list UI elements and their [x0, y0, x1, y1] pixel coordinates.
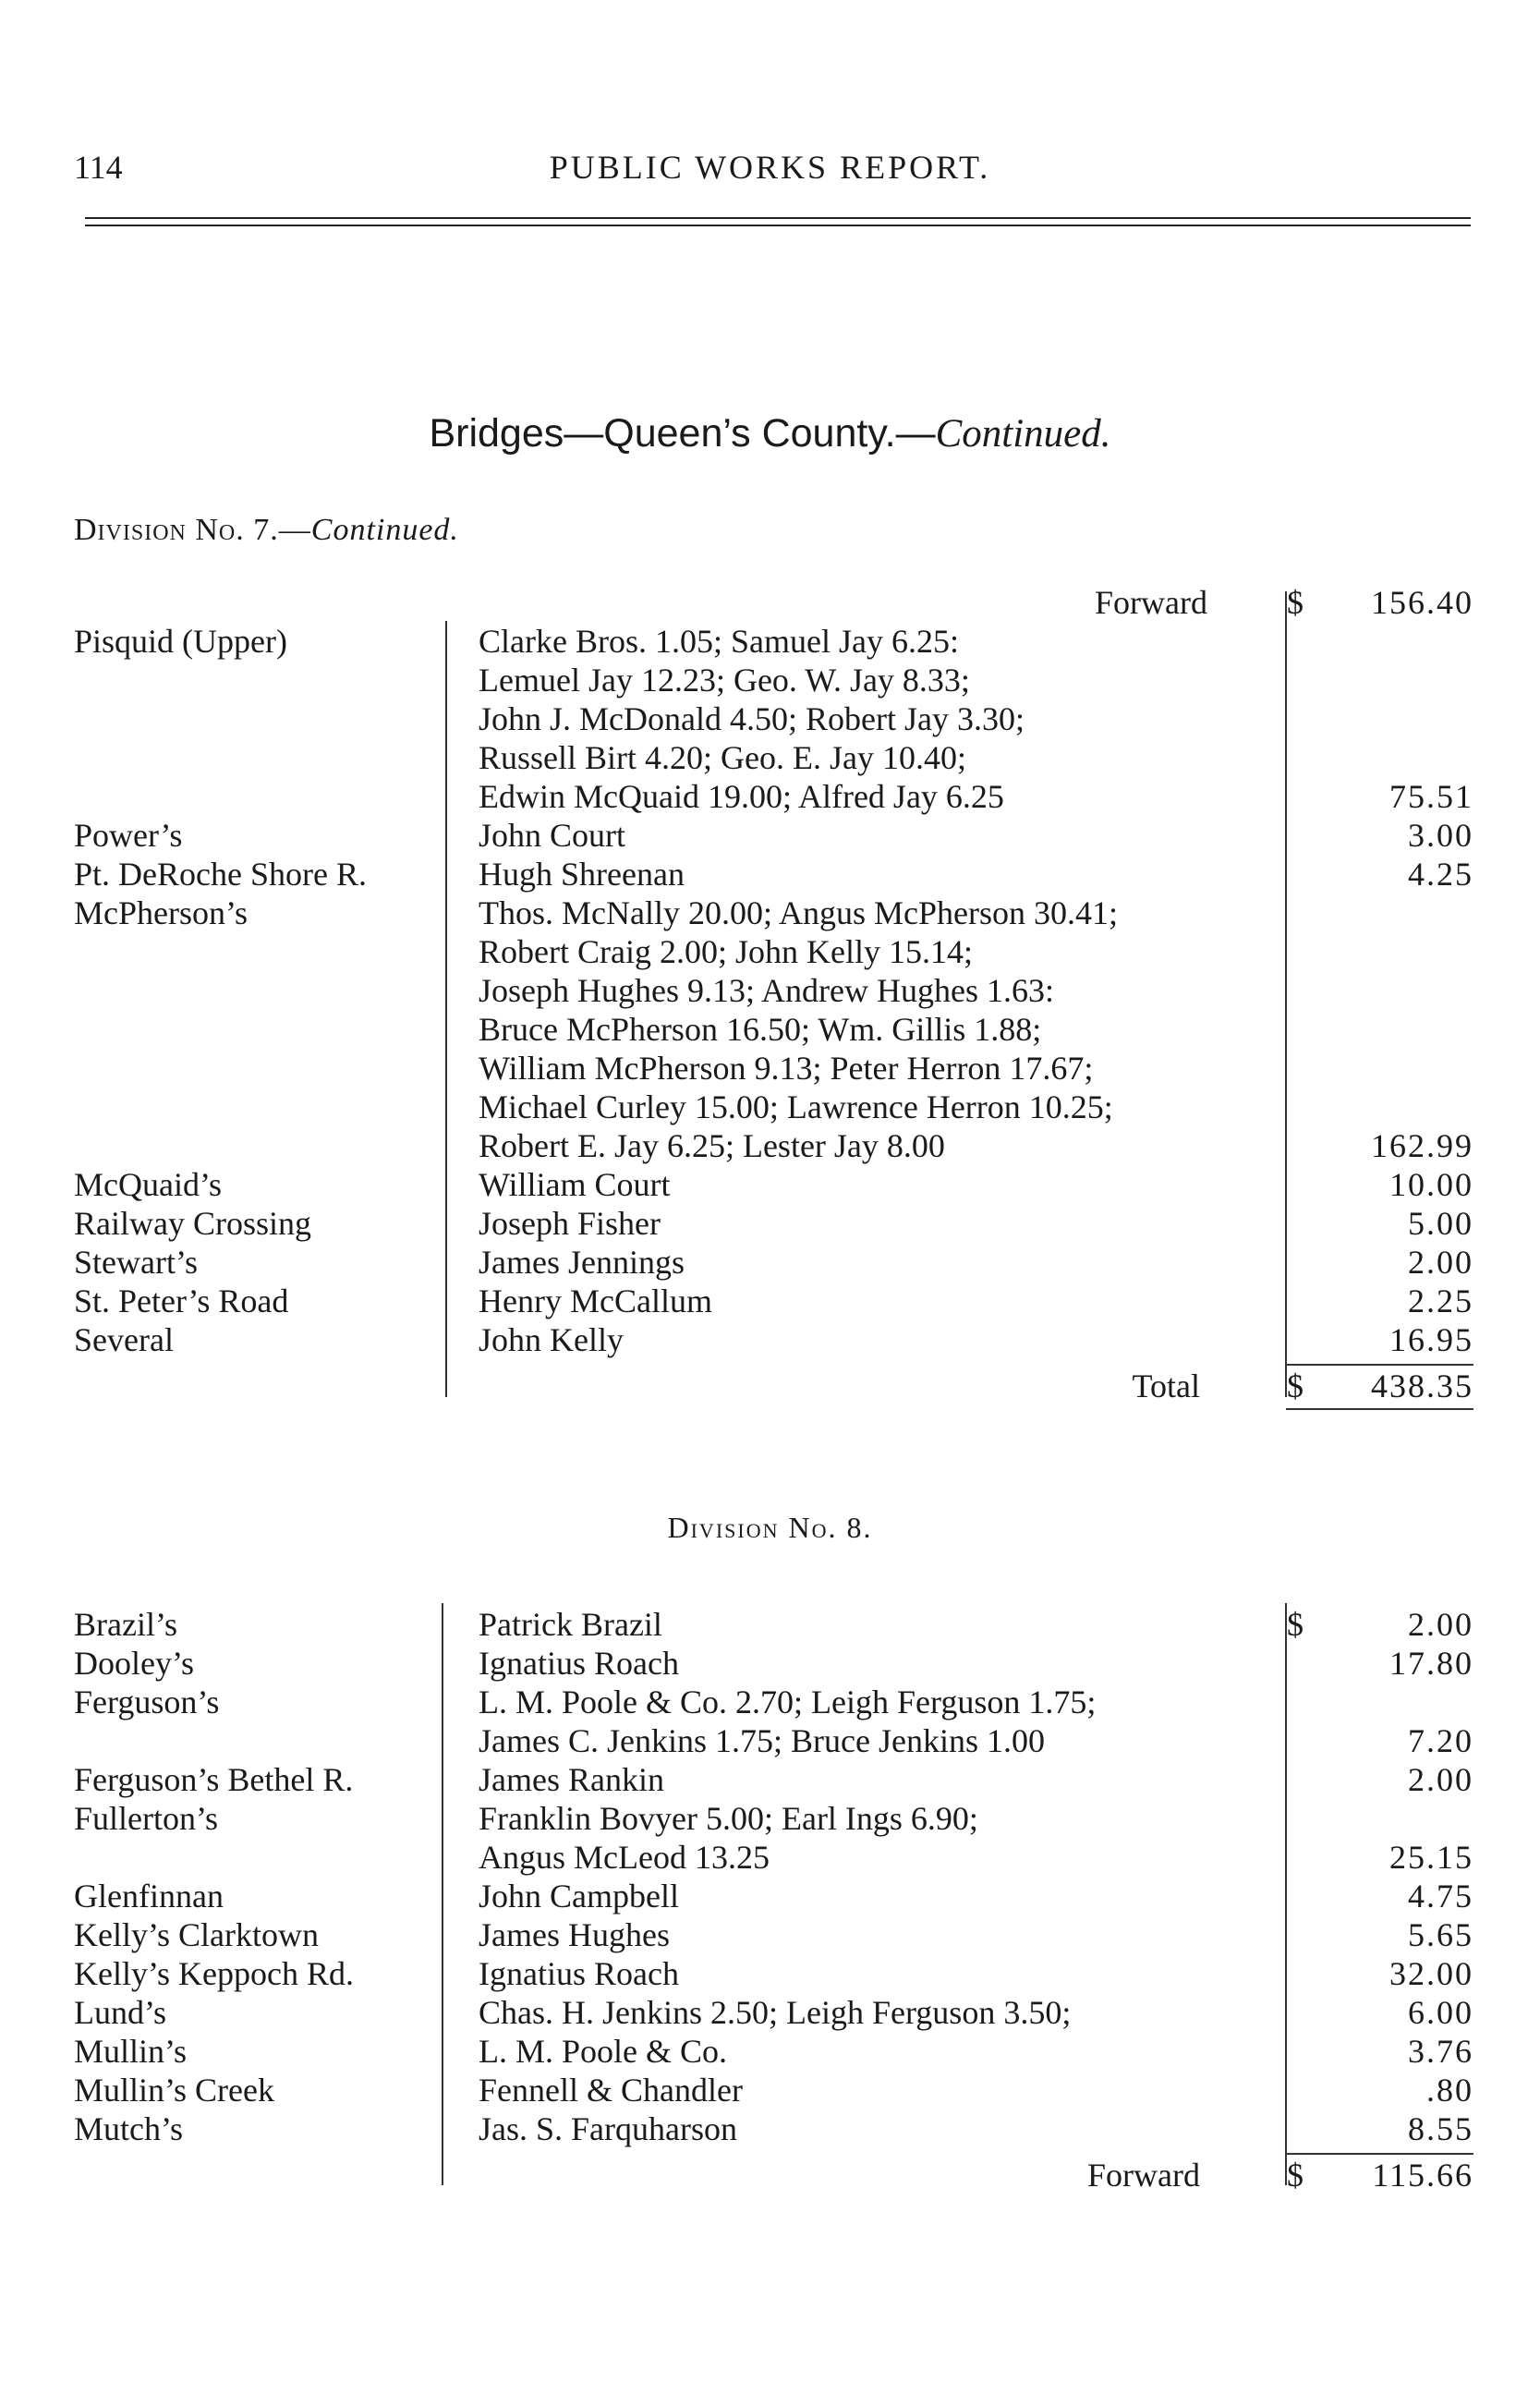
entry-amount: 2.00: [1408, 1606, 1473, 1643]
place-name: Lund’s: [74, 1994, 167, 2031]
header-rule-bottom: [85, 225, 1471, 226]
payee-line: Fennell & Chandler: [479, 2072, 743, 2109]
header-rule-top: [85, 217, 1471, 219]
entry-amount: 3.76: [1408, 2033, 1473, 2070]
payee-line: Joseph Fisher: [479, 1205, 661, 1242]
entry-amount: 5.00: [1408, 1205, 1473, 1242]
entry-amount: 17.80: [1389, 1645, 1473, 1682]
entry-amount: 7.20: [1408, 1722, 1473, 1759]
payee-line: James Hughes: [479, 1916, 670, 1953]
payee-line: Robert E. Jay 6.25; Lester Jay 8.00: [479, 1127, 945, 1164]
payee-line: Ignatius Roach: [479, 1955, 679, 1992]
payee-line: James C. Jenkins 1.75; Bruce Jenkins 1.00: [479, 1722, 1045, 1759]
place-name: Power’s: [74, 817, 183, 854]
payee-line: Russell Birt 4.20; Geo. E. Jay 10.40;: [479, 739, 966, 776]
payee-line: Chas. H. Jenkins 2.50; Leigh Ferguson 3.50;: [479, 1994, 1072, 2031]
division8-column-rule-left: [442, 1603, 443, 2185]
payee-line: Patrick Brazil: [479, 1606, 662, 1643]
currency-sign: $: [1287, 1606, 1304, 1643]
payee-line: John Campbell: [479, 1878, 679, 1915]
payee-line: Clarke Bros. 1.05; Samuel Jay 6.25:: [479, 623, 959, 660]
payee-line: James Rankin: [479, 1761, 664, 1798]
page-title: Bridges—Queen’s County.—Continued.: [429, 411, 1111, 456]
forward-amount: 115.66: [1372, 2157, 1473, 2194]
payee-line: Michael Curley 15.00; Lawrence Herron 10.25;: [479, 1088, 1113, 1125]
place-name: Mutch’s: [74, 2110, 184, 2147]
place-name: Stewart’s: [74, 1244, 198, 1281]
payee-line: William McPherson 9.13; Peter Herron 17.67;: [479, 1050, 1094, 1087]
currency-sign: $: [1287, 584, 1304, 621]
place-name: Pt. DeRoche Shore R.: [74, 856, 367, 893]
payee-line: Thos. McNally 20.00; Angus McPherson 30.41;: [479, 894, 1118, 931]
entry-amount: 10.00: [1389, 1166, 1473, 1203]
forward-label: Forward: [1087, 2157, 1200, 2194]
payee-line: Hugh Shreenan: [479, 856, 685, 893]
forward-amount: 156.40: [1371, 584, 1473, 621]
place-name: Kelly’s Clarktown: [74, 1916, 319, 1953]
payee-line: Jas. S. Farquharson: [479, 2110, 737, 2147]
division8-heading: Division No. 8.: [667, 1511, 873, 1544]
sum-rule: [1286, 1364, 1473, 1366]
place-name: Several: [74, 1321, 174, 1358]
place-name: Brazil’s: [74, 1606, 177, 1643]
total-label: Total: [1132, 1368, 1200, 1404]
division7-column-rule-right: [1285, 591, 1287, 1397]
place-name: McQuaid’s: [74, 1166, 222, 1203]
entry-amount: 162.99: [1371, 1127, 1473, 1164]
payee-line: John J. McDonald 4.50; Robert Jay 3.30;: [479, 700, 1025, 737]
currency-sign: $: [1287, 1368, 1304, 1404]
total-amount: 438.35: [1371, 1368, 1473, 1404]
division8-column-rule-right: [1285, 1603, 1287, 2185]
place-name: Pisquid (Upper): [74, 623, 287, 660]
payee-line: John Kelly: [479, 1321, 624, 1358]
payee-line: L. M. Poole & Co. 2.70; Leigh Ferguson 1.75;: [479, 1684, 1097, 1720]
place-name: Dooley’s: [74, 1645, 194, 1682]
entry-amount: 2.00: [1408, 1244, 1473, 1281]
entry-amount: 6.00: [1408, 1994, 1473, 2031]
total-underline: [1286, 1408, 1473, 1410]
payee-line: William Court: [479, 1166, 671, 1203]
currency-sign: $: [1287, 2157, 1304, 2194]
payee-line: Robert Craig 2.00; John Kelly 15.14;: [479, 933, 973, 970]
payee-line: Henry McCallum: [479, 1283, 712, 1319]
payee-line: Ignatius Roach: [479, 1645, 679, 1682]
entry-amount: 32.00: [1389, 1955, 1473, 1992]
entry-amount: 4.75: [1408, 1878, 1473, 1915]
entry-amount: 25.15: [1389, 1839, 1473, 1876]
place-name: McPherson’s: [74, 894, 248, 931]
entry-amount: 16.95: [1389, 1321, 1473, 1358]
entry-amount: 4.25: [1408, 856, 1473, 893]
entry-amount: 5.65: [1408, 1916, 1473, 1953]
place-name: Railway Crossing: [74, 1205, 311, 1242]
place-name: Fullerton’s: [74, 1800, 219, 1837]
division7-column-rule-left: [445, 621, 447, 1397]
place-name: Kelly’s Keppoch Rd.: [74, 1955, 354, 1992]
place-name: Glenfinnan: [74, 1878, 224, 1915]
place-name: Ferguson’s Bethel R.: [74, 1761, 354, 1798]
payee-line: John Court: [479, 817, 626, 854]
entry-amount: 2.25: [1408, 1283, 1473, 1319]
entry-amount: 2.00: [1408, 1761, 1473, 1798]
payee-line: Lemuel Jay 12.23; Geo. W. Jay 8.33;: [479, 662, 970, 699]
payee-line: James Jennings: [479, 1244, 685, 1281]
payee-line: L. M. Poole & Co.: [479, 2033, 728, 2070]
payee-line: Bruce McPherson 16.50; Wm. Gillis 1.88;: [479, 1011, 1042, 1048]
sum-rule: [1286, 2153, 1473, 2155]
payee-line: Angus McLeod 13.25: [479, 1839, 770, 1876]
place-name: Mullin’s: [74, 2033, 188, 2070]
entry-amount: .80: [1426, 2072, 1473, 2109]
payee-line: Franklin Bovyer 5.00; Earl Ings 6.90;: [479, 1800, 978, 1837]
place-name: Mullin’s Creek: [74, 2072, 274, 2109]
entry-amount: 75.51: [1389, 778, 1473, 815]
page-number: 114: [74, 149, 123, 186]
payee-line: Joseph Hughes 9.13; Andrew Hughes 1.63:: [479, 972, 1054, 1009]
entry-amount: 8.55: [1408, 2110, 1473, 2147]
payee-line: Edwin McQuaid 19.00; Alfred Jay 6.25: [479, 778, 1004, 815]
entry-amount: 3.00: [1408, 817, 1473, 854]
forward-label: Forward: [1095, 584, 1207, 621]
place-name: Ferguson’s: [74, 1684, 220, 1720]
running-title: PUBLIC WORKS REPORT.: [549, 149, 991, 186]
place-name: St. Peter’s Road: [74, 1283, 289, 1319]
division7-heading: Division No. 7.—Continued.: [74, 513, 459, 547]
